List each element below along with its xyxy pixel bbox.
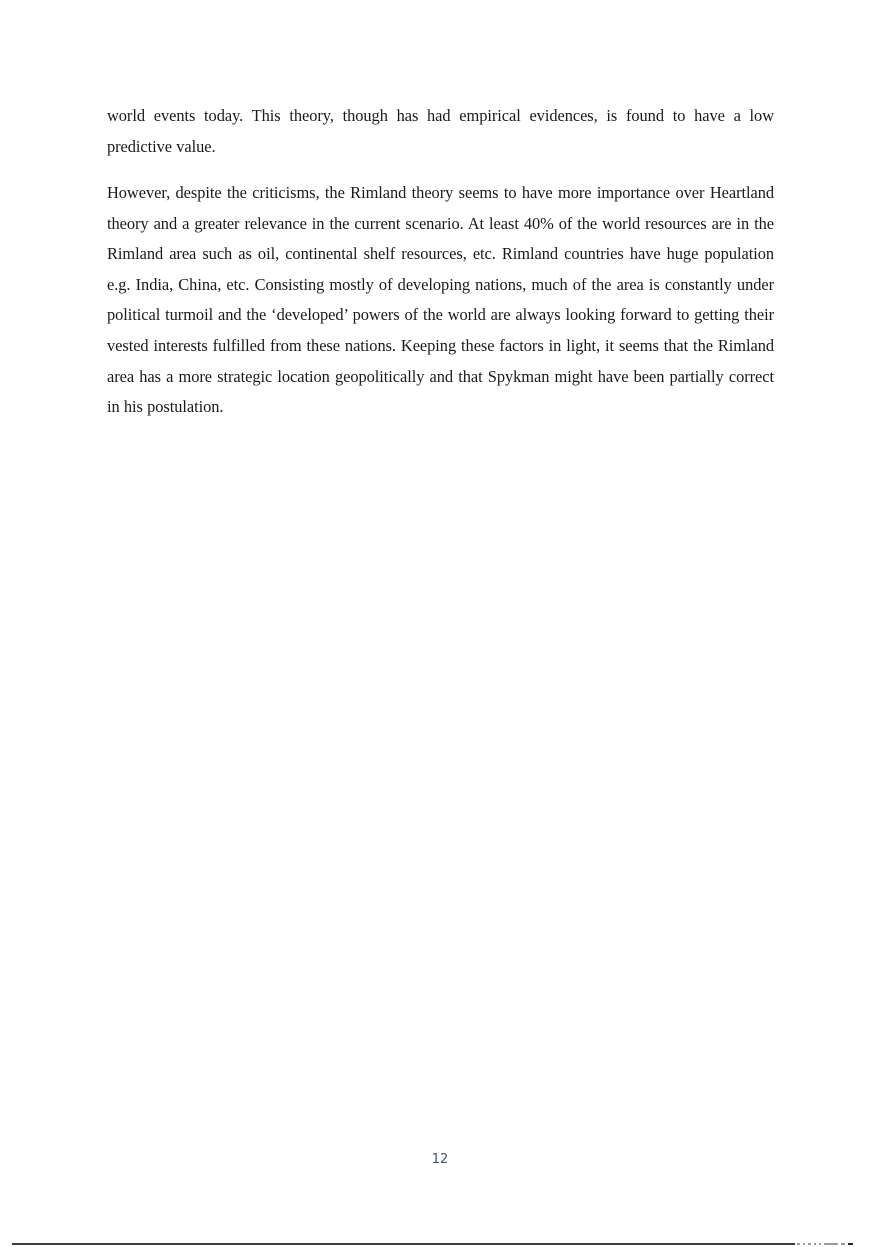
footer-rule bbox=[12, 1243, 795, 1245]
paragraph-continuation: world events today. This theory, though has had empirical evidences, is found to have a low predictive value. bbox=[107, 106, 774, 156]
scan-artifacts bbox=[797, 1243, 869, 1245]
page-number: 12 bbox=[431, 1152, 449, 1167]
paragraph-rimland-relevance: However, despite the criticisms, the Rimland theory seems to have more importance over Heartland theory and a greater relevance in the current scenario. At least 40% of the world resources are in the Rimland area such as oil, continental shelf resources, etc. Rimland countries have huge population e.g. India, China, etc. Consisting mostly of developing nations, much of the area is constantly under political turmoil and the ‘developed’ powers of the world are always looking forward to getting their vested interests fulfilled from these nations. Keeping these factors in light, it seems that the Rimland area has a more strategic location geopolitically and that Spykman might have been partially correct in his postulation. bbox=[107, 183, 774, 417]
